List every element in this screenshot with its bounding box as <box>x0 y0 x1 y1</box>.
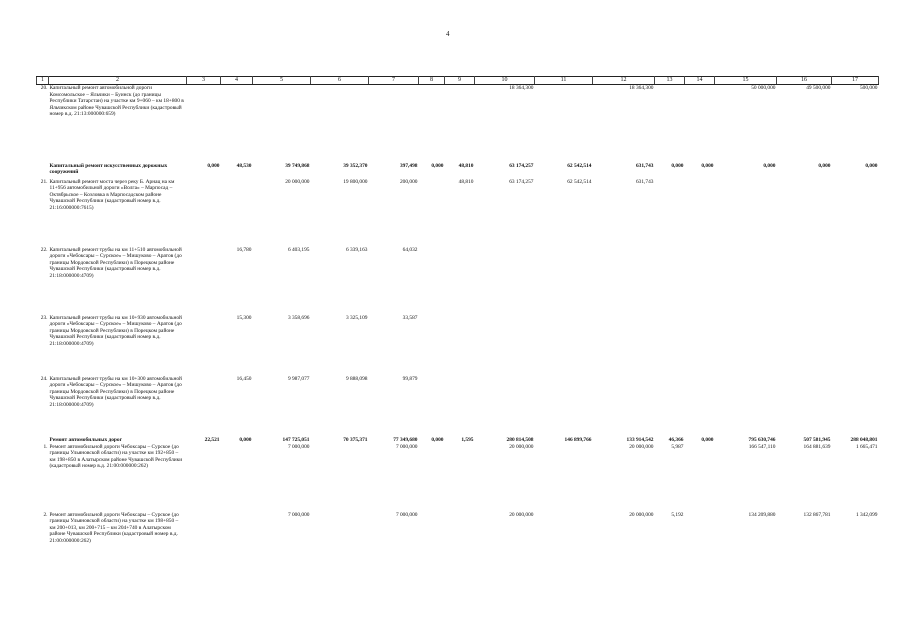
cell-col-14 <box>685 512 715 582</box>
cell-col-4 <box>221 444 253 512</box>
cell-col-6 <box>311 85 369 163</box>
column-header-13: 13 <box>655 77 685 85</box>
row-name: Ремонт автомобильных дорог <box>49 436 123 443</box>
cell-col-15: 50 000,000 <box>751 85 776 91</box>
row-name: Капитальный ремонт моста через реку Б. Арнац на км 11+956 автомобильной дороги «Волга» – Марпосад – Октябрьское – Козловка в Марпосадском районе Чувашской Республики (кадастровый номер в.д. 21:16:000000:7615) <box>49 178 175 211</box>
cell-col-11 <box>535 315 593 376</box>
cell-col-6: 3 325,109 <box>345 314 368 321</box>
row-index <box>37 437 49 444</box>
row-index: 2. <box>43 511 48 518</box>
cell-col-3 <box>187 315 221 376</box>
column-header-10: 10 <box>475 77 535 85</box>
cell-col-13 <box>655 179 685 247</box>
table-row <box>37 437 879 444</box>
cell-col-13 <box>655 85 685 163</box>
cell-col-12 <box>593 247 655 315</box>
row-index <box>37 163 49 179</box>
cell-col-6: 19 800,000 <box>343 178 368 185</box>
cell-col-11 <box>535 376 593 437</box>
cell-col-12: 20 000,000 <box>629 511 654 518</box>
table-row <box>37 179 879 247</box>
cell-col-3 <box>187 247 221 315</box>
cell-col-13: 5,987 <box>671 443 684 450</box>
cell-col-13: 5,192 <box>671 511 684 518</box>
cell-col-14 <box>685 247 715 315</box>
page-number: 4 <box>446 30 450 38</box>
cell-col-10: 20 000,000 <box>509 443 534 450</box>
cell-col-16: 164 881,639 <box>803 443 831 450</box>
cell-col-6: 9 888,098 <box>345 375 368 382</box>
cell-col-3 <box>187 85 221 163</box>
column-number-header <box>37 77 879 85</box>
cell-col-8 <box>419 444 445 512</box>
table-row <box>37 85 879 163</box>
column-header-8: 8 <box>419 77 445 85</box>
cell-col-17 <box>832 315 879 376</box>
cell-col-12 <box>593 315 655 376</box>
cell-col-13: 46,366 <box>668 436 684 443</box>
row-index: 24. <box>40 375 48 382</box>
cell-col-4 <box>221 512 253 582</box>
cell-col-4: 16,780 <box>236 246 252 253</box>
cell-col-9 <box>445 85 475 163</box>
cell-col-12: 20 000,000 <box>629 443 654 450</box>
column-header-17: 17 <box>832 77 879 85</box>
row-name: Капитальный ремонт трубы на км 10+930 автомобильной дороги «Чебоксары – Сурское» – Мишуково – Аратов (до границы Мордовской Республики) в Порецком районе Чувашской Республики (кадастровый номер в.д. 21:18:000000:4709) <box>49 314 182 347</box>
row-index: 22. <box>40 246 48 253</box>
column-header-5: 5 <box>253 77 311 85</box>
cell-col-5: 9 987,077 <box>287 375 310 382</box>
cell-col-16 <box>777 179 832 247</box>
cell-col-6 <box>311 444 369 512</box>
cell-col-6: 70 375,371 <box>343 436 368 443</box>
cell-col-17: 0,000 <box>865 162 878 169</box>
cell-col-15: 166 547,110 <box>748 443 776 450</box>
cell-col-5: 20 000,000 <box>285 178 310 185</box>
cell-col-7: 99,879 <box>402 375 418 382</box>
cell-col-4: 48,530 <box>236 162 252 169</box>
cell-col-7: 200,000 <box>399 178 418 185</box>
cell-col-14 <box>685 315 715 376</box>
cell-col-9: 48,810 <box>458 178 474 185</box>
cell-col-16: 49 500,000 <box>806 85 831 91</box>
cell-col-9 <box>445 247 475 315</box>
row-index: 1. <box>43 443 48 450</box>
cell-col-11 <box>535 512 593 582</box>
cell-col-3 <box>187 444 221 512</box>
cell-col-8 <box>419 376 445 437</box>
cell-col-15: 0,000 <box>763 162 776 169</box>
cell-col-3 <box>187 376 221 437</box>
cell-col-9 <box>445 512 475 582</box>
row-index: 21. <box>40 178 48 185</box>
cell-col-8: 0,000 <box>431 436 444 443</box>
cell-col-11: 146 899,766 <box>564 436 592 443</box>
cell-col-8: 0,000 <box>431 162 444 169</box>
column-header-16: 16 <box>777 77 832 85</box>
row-name: Капитальный ремонт трубы на км 11+510 автомобильной дороги «Чебоксары – Сурское» – Мишуково – Аратов (до границы Мордовской Республики) в Порецком районе Чувашской Республики (кадастровый номер в.д. 21:18:000000:4709) <box>49 246 182 279</box>
cell-col-10 <box>475 376 535 437</box>
row-name: Капитальный ремонт искусственных дорожных сооружений <box>49 162 168 176</box>
cell-col-13 <box>655 247 685 315</box>
table-row <box>37 247 879 315</box>
cell-col-12 <box>593 376 655 437</box>
cell-col-17: 288 048,801 <box>850 436 878 443</box>
cell-col-17: 500,000 <box>859 85 878 91</box>
column-header-3: 3 <box>187 77 221 85</box>
row-name: Ремонт автомобильной дороги Чебоксары – Сурское (до границы Ульяновской области) на участке км 192+850 – км 198+850 в Алатырском районе Чувашской Республики (кадастровый номер в.д. 21:00:000000:262) <box>49 443 183 470</box>
cell-col-17 <box>832 376 879 437</box>
cell-col-9: 1,595 <box>461 436 474 443</box>
row-name: Капитальный ремонт автомобильной дороги Комсомольское – Яльчики – Буинск (до границы Республики Татарстан) на участке км 9+060 – км 18+800 в Яльчикском районе Чувашской Республики (кадастровый номер в.д. 21:13:000000:659) <box>49 85 184 118</box>
cell-col-7: 7 000,000 <box>395 443 418 450</box>
cell-col-10: 280 814,508 <box>506 436 534 443</box>
cell-col-10: 63 174,257 <box>509 178 534 185</box>
cell-col-10: 20 000,000 <box>509 511 534 518</box>
cell-col-12: 18 364,300 <box>629 85 654 91</box>
cell-col-7: 397,498 <box>399 162 418 169</box>
cell-col-4 <box>221 179 253 247</box>
cell-col-7: 64,032 <box>402 246 418 253</box>
cell-col-14 <box>685 85 715 163</box>
cell-col-13: 0,000 <box>671 162 684 169</box>
cell-col-13 <box>655 376 685 437</box>
cell-col-9 <box>445 444 475 512</box>
cell-col-8 <box>419 179 445 247</box>
cell-col-4: 16,450 <box>236 375 252 382</box>
cell-col-5 <box>253 85 311 163</box>
table-row <box>37 512 879 582</box>
cell-col-7: 33,587 <box>402 314 418 321</box>
cell-col-10 <box>475 315 535 376</box>
table-row <box>37 376 879 437</box>
cell-col-10: 63 174,257 <box>509 162 534 169</box>
cell-col-10: 18 364,300 <box>509 85 534 91</box>
cell-col-9 <box>445 376 475 437</box>
cell-col-3: 0,000 <box>207 162 220 169</box>
cell-col-17 <box>832 247 879 315</box>
row-name: Ремонт автомобильной дороги Чебоксары – Сурское (до границы Ульяновской области) на участке км 198+850 – км 200+013, км 200+715 – км 204+740 в Алатырском районе Чувашской Республики (кадастровый номер в.д. 21:00:000000:262) <box>49 511 179 544</box>
cell-col-6: 39 352,370 <box>343 162 368 169</box>
column-header-12: 12 <box>593 77 655 85</box>
cell-col-17: 1 342,099 <box>855 511 878 518</box>
cell-col-5: 7 000,000 <box>287 511 310 518</box>
cell-col-15 <box>715 315 777 376</box>
cell-col-17: 1 665,471 <box>855 443 878 450</box>
cell-col-10 <box>475 247 535 315</box>
cell-col-15 <box>715 247 777 315</box>
table-row <box>37 163 879 179</box>
cell-col-14: 0,000 <box>701 436 714 443</box>
cell-col-11: 62 542,514 <box>567 162 592 169</box>
cell-col-11 <box>535 444 593 512</box>
cell-col-6 <box>311 512 369 582</box>
column-header-15: 15 <box>715 77 777 85</box>
cell-col-7 <box>369 85 419 163</box>
cell-col-6: 6 339,163 <box>345 246 368 253</box>
cell-col-13 <box>655 315 685 376</box>
cell-col-11: 62 542,514 <box>567 178 592 185</box>
cell-col-16 <box>777 376 832 437</box>
table-row <box>37 444 879 512</box>
cell-col-5: 6 403,195 <box>287 246 310 253</box>
cell-col-8 <box>419 315 445 376</box>
cell-col-7: 77 349,680 <box>393 436 418 443</box>
cell-col-14 <box>685 179 715 247</box>
cell-col-5: 147 725,051 <box>282 436 310 443</box>
cell-col-15 <box>715 376 777 437</box>
cell-col-12: 133 914,542 <box>626 436 654 443</box>
cell-col-8 <box>419 247 445 315</box>
table-body <box>37 85 879 582</box>
cell-col-8 <box>419 512 445 582</box>
row-index: 23. <box>40 314 48 321</box>
road-repair-table <box>36 76 879 582</box>
cell-col-9: 48,810 <box>458 162 474 169</box>
cell-col-12: 631,743 <box>635 162 654 169</box>
column-header-9: 9 <box>445 77 475 85</box>
cell-col-5: 3 358,696 <box>287 314 310 321</box>
cell-col-12: 631,743 <box>635 178 654 185</box>
cell-col-5: 39 749,868 <box>285 162 310 169</box>
column-header-6: 6 <box>311 77 369 85</box>
row-index: 20. <box>40 85 48 91</box>
cell-col-11 <box>535 85 593 163</box>
cell-col-16: 0,000 <box>818 162 831 169</box>
cell-col-17 <box>832 179 879 247</box>
table-row <box>37 315 879 376</box>
column-header-2: 2 <box>49 77 187 85</box>
cell-col-14: 0,000 <box>701 162 714 169</box>
column-header-11: 11 <box>535 77 593 85</box>
column-header-4: 4 <box>221 77 253 85</box>
cell-col-4: 0,000 <box>239 436 252 443</box>
cell-col-14 <box>685 444 715 512</box>
cell-col-11 <box>535 247 593 315</box>
column-header-7: 7 <box>369 77 419 85</box>
cell-col-3: 22,521 <box>204 436 220 443</box>
cell-col-15: 134 209,880 <box>748 511 776 518</box>
cell-col-16: 507 581,945 <box>803 436 831 443</box>
cell-col-14 <box>685 376 715 437</box>
cell-col-15: 795 630,746 <box>748 436 776 443</box>
cell-col-3 <box>187 179 221 247</box>
cell-col-16 <box>777 315 832 376</box>
column-header-1: 1 <box>37 77 49 85</box>
cell-col-9 <box>445 315 475 376</box>
row-name: Капитальный ремонт трубы на км 10+300 автомобильной дороги «Чебоксары – Сурское» – Мишуково – Аратов (до границы Мордовской Республики) в Порецком районе Чувашской Республики (кадастровый номер в.д. 21:18:000000:4709) <box>49 375 182 408</box>
cell-col-16: 132 867,781 <box>803 511 831 518</box>
cell-col-3 <box>187 512 221 582</box>
cell-col-8 <box>419 85 445 163</box>
cell-col-5: 7 000,000 <box>287 443 310 450</box>
cell-col-4: 15,300 <box>236 314 252 321</box>
column-header-14: 14 <box>685 77 715 85</box>
cell-col-4 <box>221 85 253 163</box>
cell-col-15 <box>715 179 777 247</box>
cell-col-7: 7 000,000 <box>395 511 418 518</box>
cell-col-16 <box>777 247 832 315</box>
